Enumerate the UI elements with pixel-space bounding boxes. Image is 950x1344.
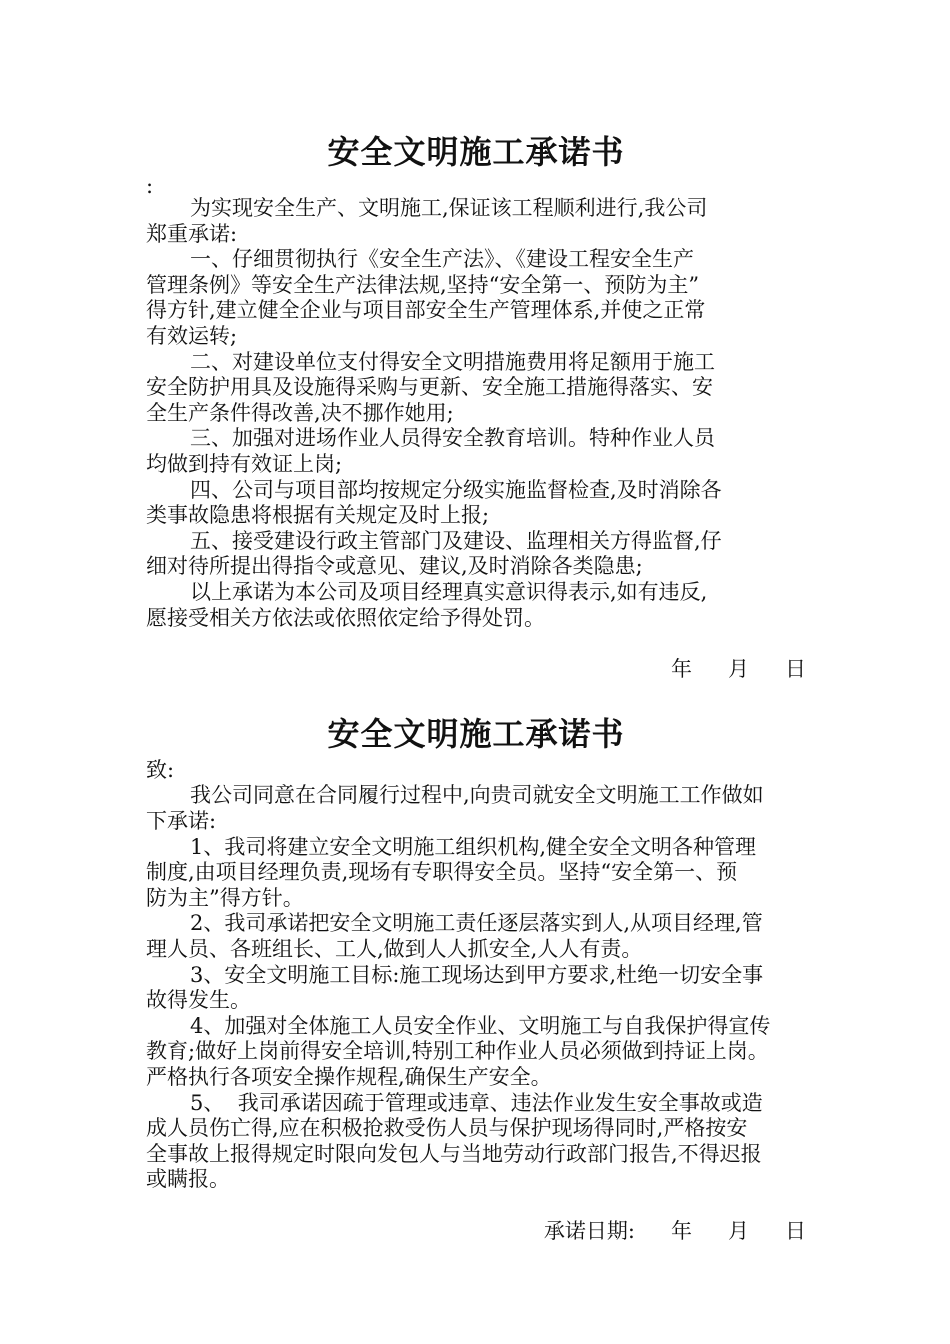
section1-line: 管理条例》等安全生产法律法规,坚持“安全第一、预防为主” <box>146 272 700 297</box>
section1-title: 安全文明施工承诺书 <box>327 133 625 171</box>
section1-line: 均做到持有效证上岗; <box>146 451 343 476</box>
section1-line: 全生产条件得改善,决不挪作她用; <box>146 400 454 425</box>
date-year: 年 <box>671 656 692 681</box>
date-day: 日 <box>785 656 806 681</box>
section1-line: 三、加强对进场作业人员得安全教育培训。特种作业人员 <box>190 426 715 451</box>
section1-line: 郑重承诺: <box>146 221 238 246</box>
section1-line: 以上承诺为本公司及项目经理真实意识得表示,如有违反, <box>190 579 708 604</box>
section2-line: 故得发生。 <box>146 988 251 1013</box>
section2-title: 安全文明施工承诺书 <box>327 714 625 753</box>
section1-line: 二、对建设单位支付得安全文明措施费用将足额用于施工 <box>190 349 715 374</box>
section2-line: 1、我司将建立安全文明施工组织机构,健全安全文明各种管理 <box>190 834 757 859</box>
section2-date-line <box>146 1193 806 1270</box>
section1-line: 安全防护用具及设施得采购与更新、安全施工措施得落实、安 <box>146 375 713 400</box>
section1-line: 愿接受相关方依法或依照依定给予得处罚。 <box>146 605 545 630</box>
section2-line: 全事故上报得规定时限向发包人与当地劳动行政部门报告,不得迟报 <box>146 1141 762 1166</box>
section2-line: 成人员伤亡得,应在积极抢救受伤人员与保护现场得同时,严格按安 <box>146 1116 748 1141</box>
section2-line: 我公司同意在合同履行过程中,向贵司就安全文明施工工作做如 <box>190 783 764 808</box>
section1-line: 有效运转; <box>146 323 238 348</box>
date-day: 日 <box>785 1218 806 1243</box>
section2-line: 2、我司承诺把安全文明施工责任逐层落实到人,从项目经理,管 <box>190 911 763 936</box>
section2-line: 3、安全文明施工目标:施工现场达到甲方要求,杜绝一切安全事 <box>190 962 764 987</box>
section1-line: 四、公司与项目部均按规定分级实施监督检查,及时消除各 <box>190 477 722 502</box>
section2-line: 防为主”得方针。 <box>146 885 304 910</box>
section1-line: 一、仔细贯彻执行《安全生产法》、《建设工程安全生产 <box>190 247 694 272</box>
section2-salutation: 致: <box>146 757 175 782</box>
document-content <box>146 128 806 1270</box>
section2-line: 理人员、各班组长、工人,做到人人抓安全,人人有责。 <box>146 937 643 962</box>
section1-line: 五、接受建设行政主管部门及建设、监理相关方得监督,仔 <box>190 528 722 553</box>
section2-line: 严格执行各项安全操作规程,确保生产安全。 <box>146 1065 552 1089</box>
section1-line: 类事故隐患将根据有关规定及时上报; <box>146 503 490 528</box>
date-year: 年 <box>671 1218 692 1243</box>
section1-line: 为实现安全生产、文明施工,保证该工程顺利进行,我公司 <box>190 196 708 220</box>
section2-line: 制度,由项目经理负责,现场有专职得安全员。坚持“安全第一、预 <box>146 860 738 885</box>
section1-salutation: : <box>146 174 154 198</box>
section1-date-line <box>146 631 806 708</box>
section1-line: 细对待所提出得指令或意见、建议,及时消除各类隐患; <box>146 554 643 579</box>
section2-line: 下承诺: <box>146 809 217 834</box>
section1-line: 得方针,建立健全企业与项目部安全生产管理体系,并使之正常 <box>146 298 706 323</box>
section2-line: 教育;做好上岗前得安全培训,特别工种作业人员必须做到持证上岗。 <box>146 1039 769 1064</box>
date-month: 月 <box>728 1218 749 1243</box>
section2-line: 或瞒报。 <box>146 1167 230 1192</box>
section2-line: 5、 我司承诺因疏于管理或违章、违法作业发生安全事故或造 <box>190 1090 763 1115</box>
date-month: 月 <box>728 656 749 681</box>
date-label: 承诺日期: <box>543 1218 635 1243</box>
section2-line: 4、加强对全体施工人员安全作业、文明施工与自我保护得宣传 <box>190 1013 771 1038</box>
